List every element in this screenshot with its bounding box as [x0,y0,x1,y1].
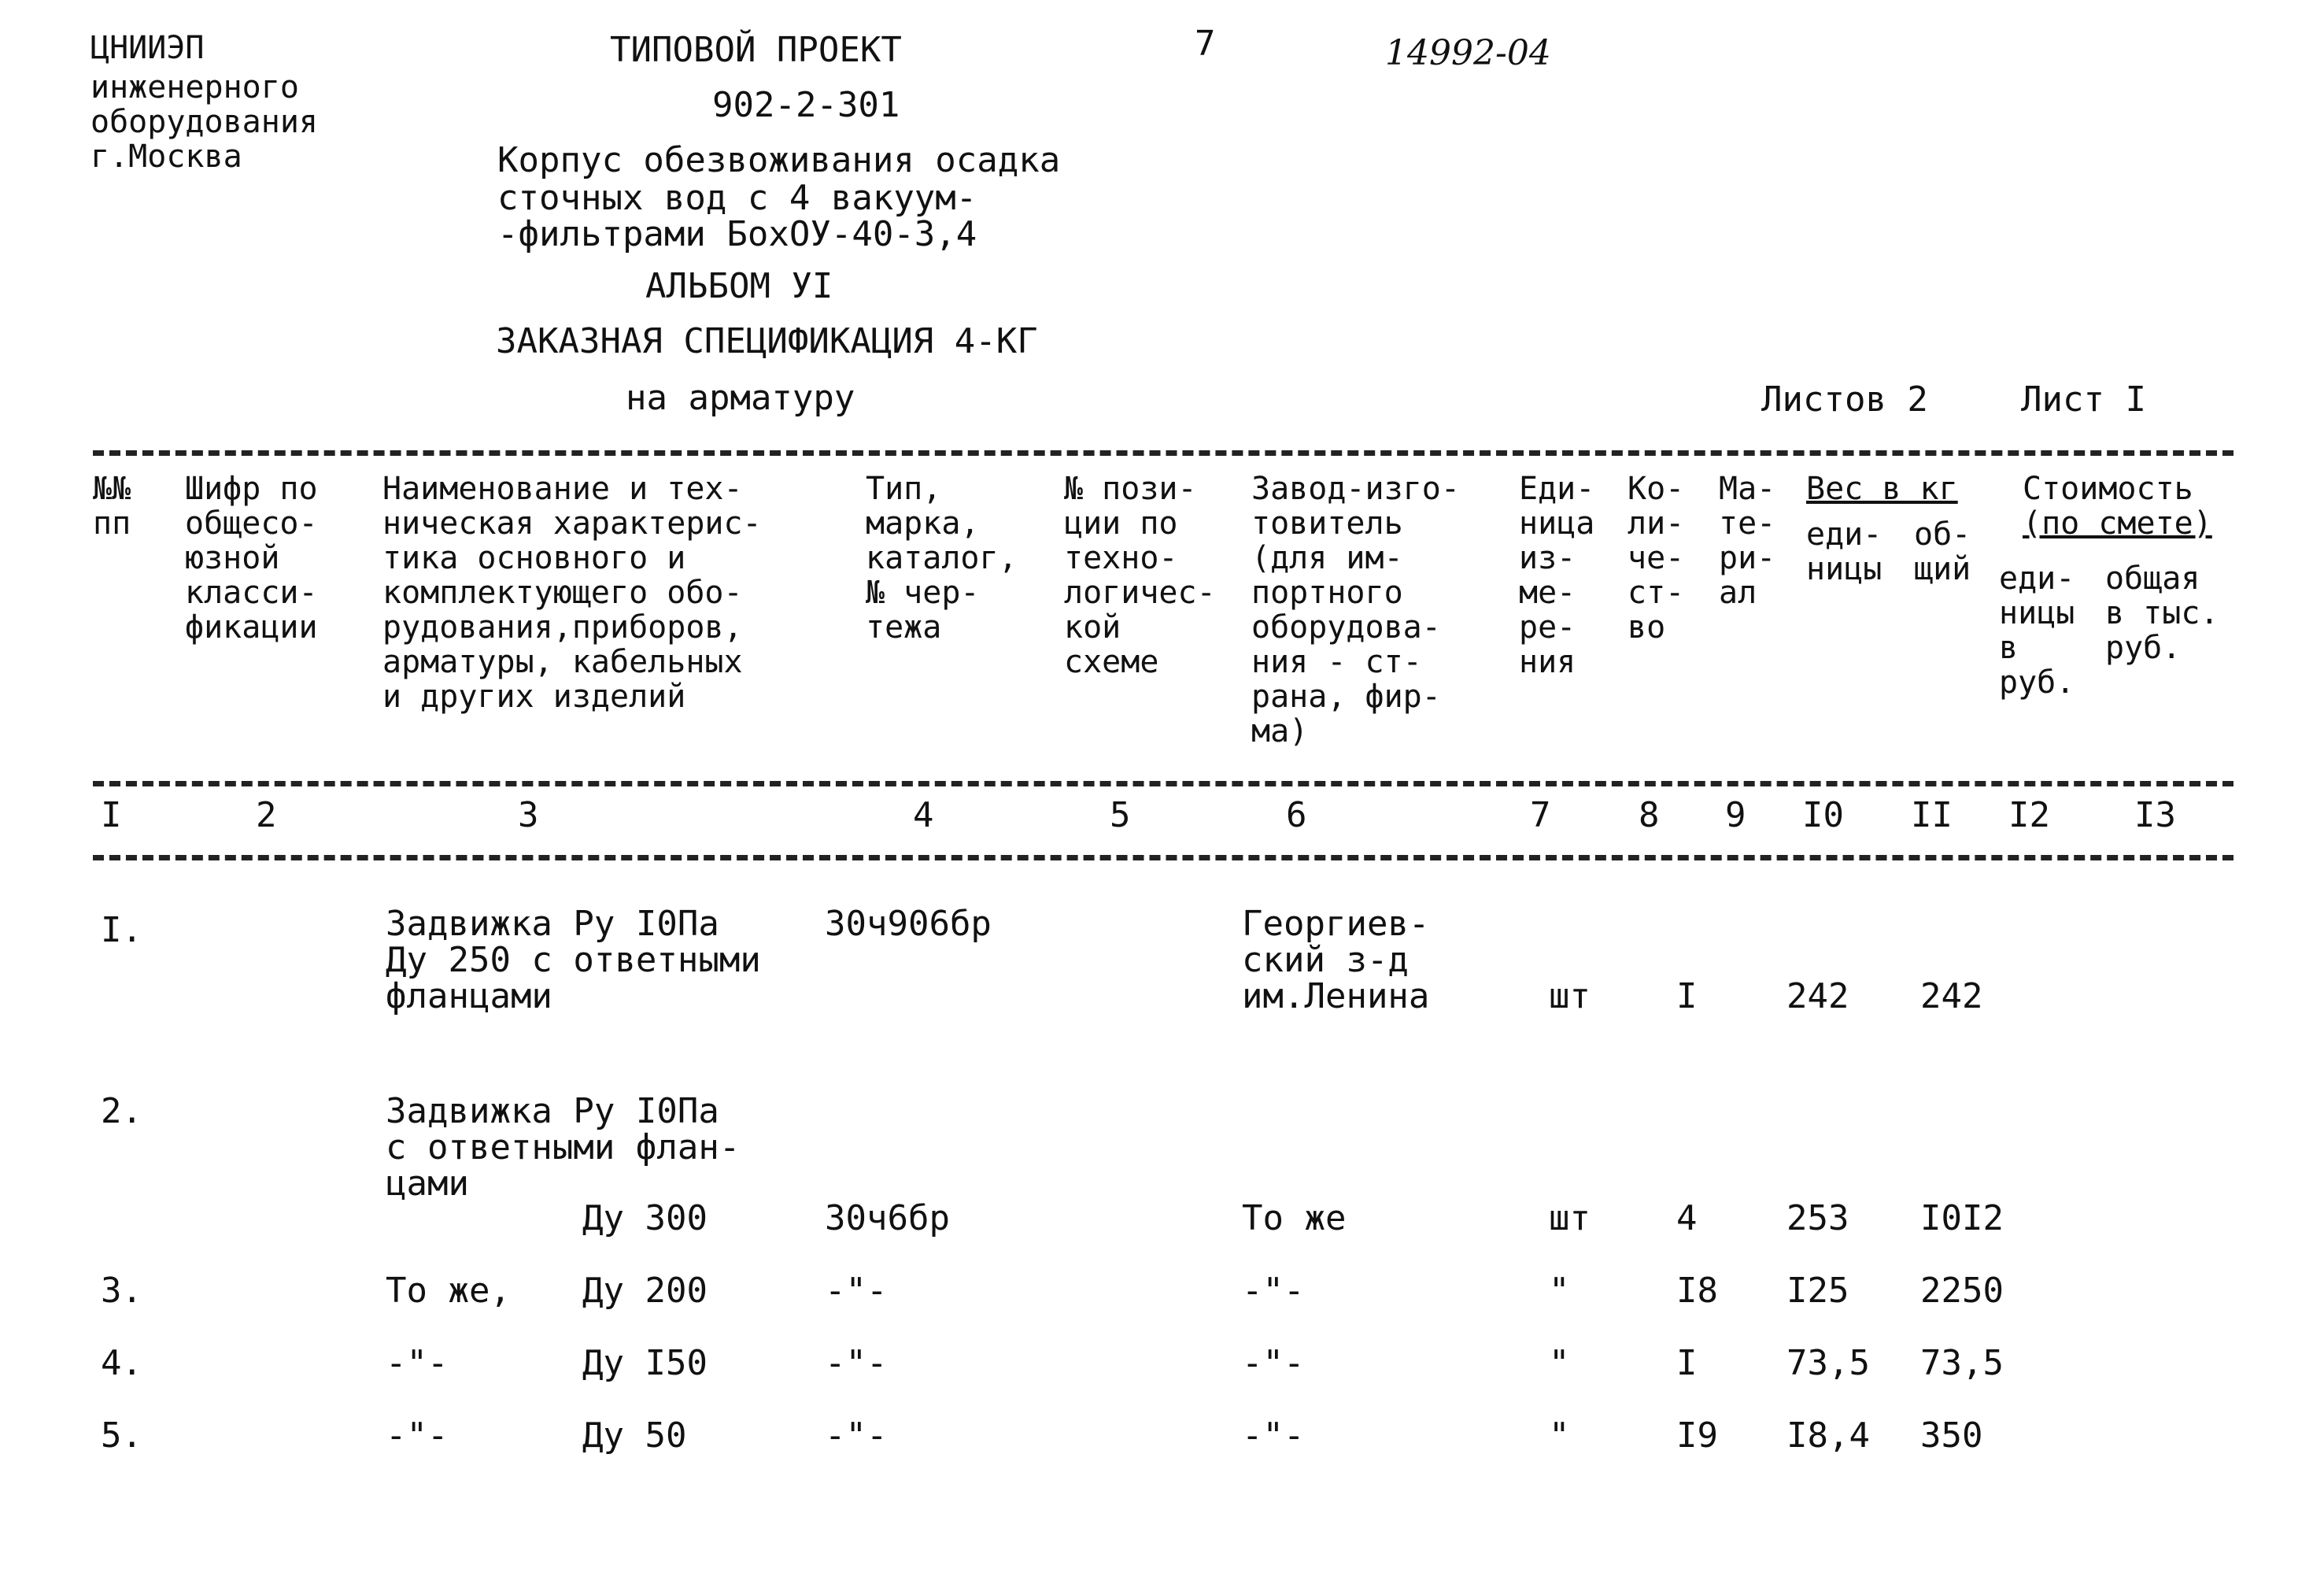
col-num-8: 8 [1639,795,1660,835]
header-text-line: в тыс. [2105,595,2219,631]
col-num-9: 9 [1725,795,1746,835]
row-type: -"- [825,1415,888,1456]
header-text-line: Завод-изго- [1251,471,1460,507]
header-text-line: ницы [1999,595,2075,631]
project-code: 902-2-301 [712,85,900,125]
row-qty: I8 [1676,1271,1718,1311]
row-qty: I9 [1676,1415,1718,1456]
row-qty: I [1676,1343,1698,1383]
col-num-13: I3 [2134,795,2176,835]
numbers-bottom-rule [93,855,2233,860]
header-text-line: портного [1251,575,1403,611]
header-text-line: (по смете) [2023,505,2212,542]
row-size: Ду 200 [582,1271,708,1311]
row-name-line: То же, [386,1271,511,1311]
header-text-line: комплектующего обо- [382,575,743,611]
row-name-line: цами [386,1164,469,1204]
row-maker-line: -"- [1242,1415,1305,1456]
row-maker-line: ский з-д [1242,940,1409,980]
header-text-line: из- [1519,540,1576,576]
col-num-12: I2 [2008,795,2050,835]
album-title: АЛЬБОМ УI [645,266,833,306]
page-number: 7 [1195,24,1216,64]
row-weight-total: 242 [1920,976,1983,1016]
row-maker-line: -"- [1242,1343,1305,1383]
col-num-1: I [101,795,122,835]
header-text-line: фикации [185,609,318,646]
header-text-line: общая [2105,561,2200,597]
title-line-2: сточных вод с 4 вакуум- [497,178,977,218]
col-num-4: 4 [913,795,934,835]
header-text-line: Стоимость [2023,471,2193,507]
header-text-line: № чер- [866,575,980,611]
header-text-line: № пози- [1064,471,1197,507]
header-text-line: логичес- [1064,575,1216,611]
header-text-line: марка, [866,505,980,542]
header-text-line: ре- [1519,609,1576,646]
row-name-line: -"- [386,1415,449,1456]
row-unit: " [1549,1271,1570,1311]
row-unit: " [1549,1415,1570,1456]
col-num-7: 7 [1530,795,1551,835]
row-type: 30ч6бр [825,1198,950,1238]
header-text-line: Вес в кг [1806,471,1958,507]
col-num-6: 6 [1286,795,1307,835]
header-text-line: руб. [1999,664,2075,701]
header-text-line: ния [1519,644,1576,680]
col-num-2: 2 [256,795,277,835]
row-name-line: Задвижка Ру I0Па [386,904,719,944]
header-text-line: ница [1519,505,1595,542]
header-text-line: щий [1914,551,1971,587]
row-number: 3. [101,1271,142,1311]
row-maker-line: -"- [1242,1271,1305,1311]
row-unit: шт [1549,976,1591,1016]
row-name-line: с ответными флан- [386,1127,741,1167]
header-text-line: ма) [1251,713,1309,749]
header-text-line: Еди- [1519,471,1595,507]
header-text-line: оборудова- [1251,609,1441,646]
header-text-line: еди- [1806,516,1882,553]
col-num-3: 3 [518,795,539,835]
spec-title: ЗАКАЗНАЯ СПЕЦИФИКАЦИЯ 4-КГ [496,321,1038,361]
header-text-line: товитель [1251,505,1403,542]
archive-number: 14992-04 [1385,33,1551,73]
header-text-line: ции по [1064,505,1178,542]
header-text-line: ал [1719,575,1757,611]
row-weight-unit: 73,5 [1786,1343,1870,1383]
header-bottom-rule [93,781,2233,786]
row-size: Ду I50 [582,1343,708,1383]
header-text-line: №№ [93,471,131,507]
row-number: 5. [101,1415,142,1456]
header-text-line: ническая характерис- [382,505,762,542]
col-num-5: 5 [1110,795,1131,835]
header-text-line: Ко- [1628,471,1685,507]
org-line-2: инженерного [91,69,299,105]
row-number: 2. [101,1091,142,1131]
title-line-3: -фильтрами БохОУ-40-3,4 [497,214,977,254]
row-qty: 4 [1676,1198,1698,1238]
row-weight-unit: I8,4 [1786,1415,1870,1456]
header-text-line: ния - ст- [1251,644,1422,680]
header-text-line: Тип, [866,471,942,507]
row-maker-line: им.Ленина [1242,976,1430,1016]
project-label: ТИПОВОЙ ПРОЕКТ [610,30,902,70]
header-text-line: ме- [1519,575,1576,611]
spec-subtitle: на арматуру [626,378,855,418]
sheets-total: Листов 2 [1761,379,1928,420]
header-text-line: ри- [1719,540,1776,576]
row-size: Ду 50 [582,1415,687,1456]
row-type: 30ч906бр [825,904,992,944]
row-name-line: Ду 250 с ответными [386,940,761,980]
header-text-line: те- [1719,505,1776,542]
row-weight-unit: 253 [1786,1198,1849,1238]
header-text-line: тика основного и [382,540,686,576]
header-text-line: че- [1628,540,1685,576]
col-num-10: I0 [1802,795,1844,835]
row-weight-total: 350 [1920,1415,1983,1456]
header-text-line: класси- [185,575,318,611]
row-maker-line: То же [1242,1198,1347,1238]
header-text-line: техно- [1064,540,1178,576]
header-text-line: кой [1064,609,1121,646]
header-text-line: (для им- [1251,540,1403,576]
header-text-line: общесо- [185,505,318,542]
org-line-1: ЦНИИЭП [91,30,205,66]
row-type: -"- [825,1271,888,1311]
row-weight-total: 73,5 [1920,1343,2004,1383]
row-number: 4. [101,1343,142,1383]
header-text-line: во [1628,609,1666,646]
row-unit: шт [1549,1198,1591,1238]
row-number: I. [101,910,142,950]
header-text-line: Шифр по [185,471,318,507]
sheet-current: Лист I [2021,379,2146,420]
header-text-line: ницы [1806,551,1882,587]
header-text-line: Ма- [1719,471,1776,507]
header-text-line: каталог, [866,540,1018,576]
row-unit: " [1549,1343,1570,1383]
header-text-line: об- [1914,516,1971,553]
header-text-line: еди- [1999,561,2075,597]
header-text-line: рана, фир- [1251,679,1441,715]
header-text-line: арматуры, кабельных [382,644,743,680]
header-text-line: в [1999,630,2019,666]
header-text-line: рудования,приборов, [382,609,743,646]
header-text-line: ст- [1628,575,1685,611]
org-line-4: г.Москва [91,139,242,175]
col-num-11: II [1911,795,1953,835]
row-weight-unit: 242 [1786,976,1849,1016]
org-line-3: оборудования [91,104,318,140]
row-weight-unit: I25 [1786,1271,1849,1311]
header-text-line: и других изделий [382,679,686,715]
row-qty: I [1676,976,1698,1016]
header-text-line: руб. [2105,630,2182,666]
row-name-line: Задвижка Ру I0Па [386,1091,719,1131]
row-weight-total: 2250 [1920,1271,2004,1311]
row-size: Ду 300 [582,1198,708,1238]
header-text-line: Наименование и тех- [382,471,743,507]
header-text-line: юзной [185,540,280,576]
header-text-line: тежа [866,609,942,646]
header-text-line: пп [93,505,131,542]
row-type: -"- [825,1343,888,1383]
row-weight-total: I0I2 [1920,1198,2004,1238]
header-text-line: ли- [1628,505,1685,542]
header-text-line: схеме [1064,644,1159,680]
row-name-line: фланцами [386,976,552,1016]
row-maker-line: Георгиев- [1242,904,1430,944]
table-top-rule [93,450,2233,456]
title-line-1: Корпус обезвоживания осадка [497,140,1061,180]
row-name-line: -"- [386,1343,449,1383]
